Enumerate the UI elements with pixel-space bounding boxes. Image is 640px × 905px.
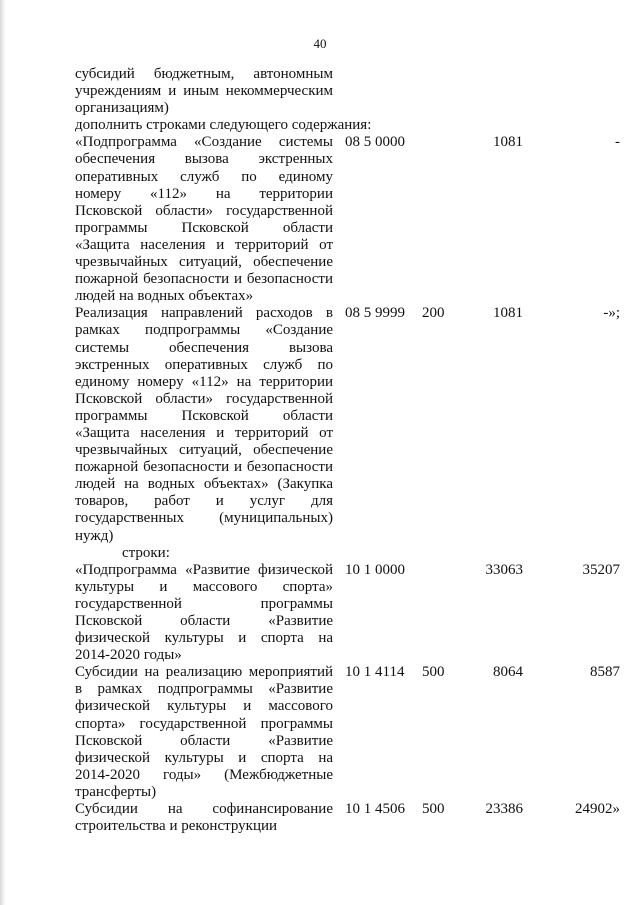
description-line: Реализация направлений расходов в — [75, 305, 333, 322]
row-description — [75, 664, 333, 801]
target-article-code: 10 1 4506 — [345, 801, 405, 818]
instruction-add-lines: дополнить строками следующего содержания: — [75, 117, 372, 134]
table-row — [75, 305, 620, 544]
amount-year-1: 1081 — [493, 134, 523, 151]
instruction-lines: строки: — [122, 544, 170, 561]
description-line: обеспечения вызова экстренных — [75, 151, 333, 168]
description-line: людей на водных объектах» (Закупка — [75, 476, 333, 493]
description-line: пожарной безопасности и безопасности — [75, 271, 333, 288]
description-line: пожарной безопасности и безопасности — [75, 459, 333, 476]
amount-year-1: 8064 — [493, 664, 523, 681]
target-article-code: 10 1 0000 — [345, 561, 405, 578]
description-line: Субсидии на реализацию мероприятий — [75, 664, 333, 681]
amount-year-2: 24902» — [575, 801, 620, 818]
description-line: физической культуры и спорта на — [75, 749, 333, 766]
description-line: трансферты) — [75, 783, 157, 800]
description-line: товаров, работ и услуг для — [75, 493, 333, 510]
target-article-code: 10 1 4114 — [345, 664, 405, 681]
scan-edge — [0, 0, 6, 905]
description-line: организациям) — [75, 100, 169, 117]
description-line: в рамках подпрограммы «Развитие — [75, 681, 333, 698]
amount-year-2: 35207 — [582, 561, 620, 578]
document-body — [75, 66, 620, 835]
description-line: людей на водных объектах» — [75, 288, 254, 305]
target-article-code: 08 5 0000 — [345, 134, 405, 151]
amount-year-1: 33063 — [485, 561, 523, 578]
row-description — [75, 801, 333, 835]
description-line: физической культуры и массового — [75, 698, 333, 715]
row-description — [75, 562, 333, 665]
description-line: Псковской области» государственной — [75, 390, 333, 407]
description-line: учреждениям и иным некоммерческим — [75, 83, 333, 100]
description-line: строительства и реконструкции — [75, 818, 278, 835]
description-line: Псковской области» государственной — [75, 202, 333, 219]
table-row — [75, 562, 620, 665]
intro-text — [75, 66, 333, 117]
added-rows-block — [75, 134, 620, 544]
description-line: программы Псковской области — [75, 407, 333, 424]
description-line: «Подпрограмма «Развитие физической — [75, 561, 333, 578]
target-article-code: 08 5 9999 — [345, 305, 405, 322]
page-number: 40 — [313, 36, 327, 51]
description-line: единому номеру «112» на территории — [75, 373, 333, 390]
description-line: 2014-2020 годы» (Межбюджетные — [75, 766, 333, 783]
description-line: чрезвычайных ситуаций, обеспечение — [75, 254, 333, 271]
table-row — [75, 134, 620, 305]
description-line: «Защита населения и территорий от — [75, 424, 333, 441]
amount-year-2: - — [615, 134, 620, 151]
description-line: экстренных оперативных служб по — [75, 356, 333, 373]
row-description — [75, 134, 333, 305]
description-line: системы обеспечения вызова — [75, 339, 333, 356]
description-line: программы Псковской области — [75, 219, 333, 236]
amount-year-2: -»; — [603, 305, 620, 322]
description-line: 2014-2020 годы» — [75, 647, 182, 664]
amended-rows-block — [75, 562, 620, 836]
description-line: «Защита населения и территорий от — [75, 236, 333, 253]
description-line: нужд) — [75, 527, 114, 544]
description-line: государственных (муниципальных) — [75, 510, 333, 527]
description-line: спорта» государственной программы — [75, 715, 333, 732]
description-line: физической культуры и спорта на — [75, 630, 333, 647]
row-description — [75, 305, 333, 544]
table-row — [75, 664, 620, 801]
description-line: «Подпрограмма «Создание системы — [75, 134, 333, 151]
expense-type-code: 500 — [422, 664, 445, 681]
description-line: Псковской области «Развитие — [75, 613, 333, 629]
description-line: государственной программы — [75, 595, 333, 612]
description-line: субсидий бюджетным, автономным — [75, 66, 333, 82]
description-line: Псковской области «Развитие — [75, 732, 333, 749]
description-line: культуры и массового спорта» — [75, 578, 333, 595]
expense-type-code: 200 — [422, 305, 445, 322]
expense-type-code: 500 — [422, 801, 445, 818]
description-line: рамках подпрограммы «Создание — [75, 322, 333, 339]
table-row — [75, 801, 620, 835]
amount-year-2: 8587 — [590, 664, 620, 681]
description-line: Субсидии на софинансирование — [75, 801, 333, 818]
description-line: номеру «112» на территории — [75, 185, 333, 202]
description-line: чрезвычайных ситуаций, обеспечение — [75, 442, 333, 459]
description-line: оперативных служб по единому — [75, 168, 333, 185]
amount-year-1: 1081 — [493, 305, 523, 322]
amount-year-1: 23386 — [485, 801, 523, 818]
